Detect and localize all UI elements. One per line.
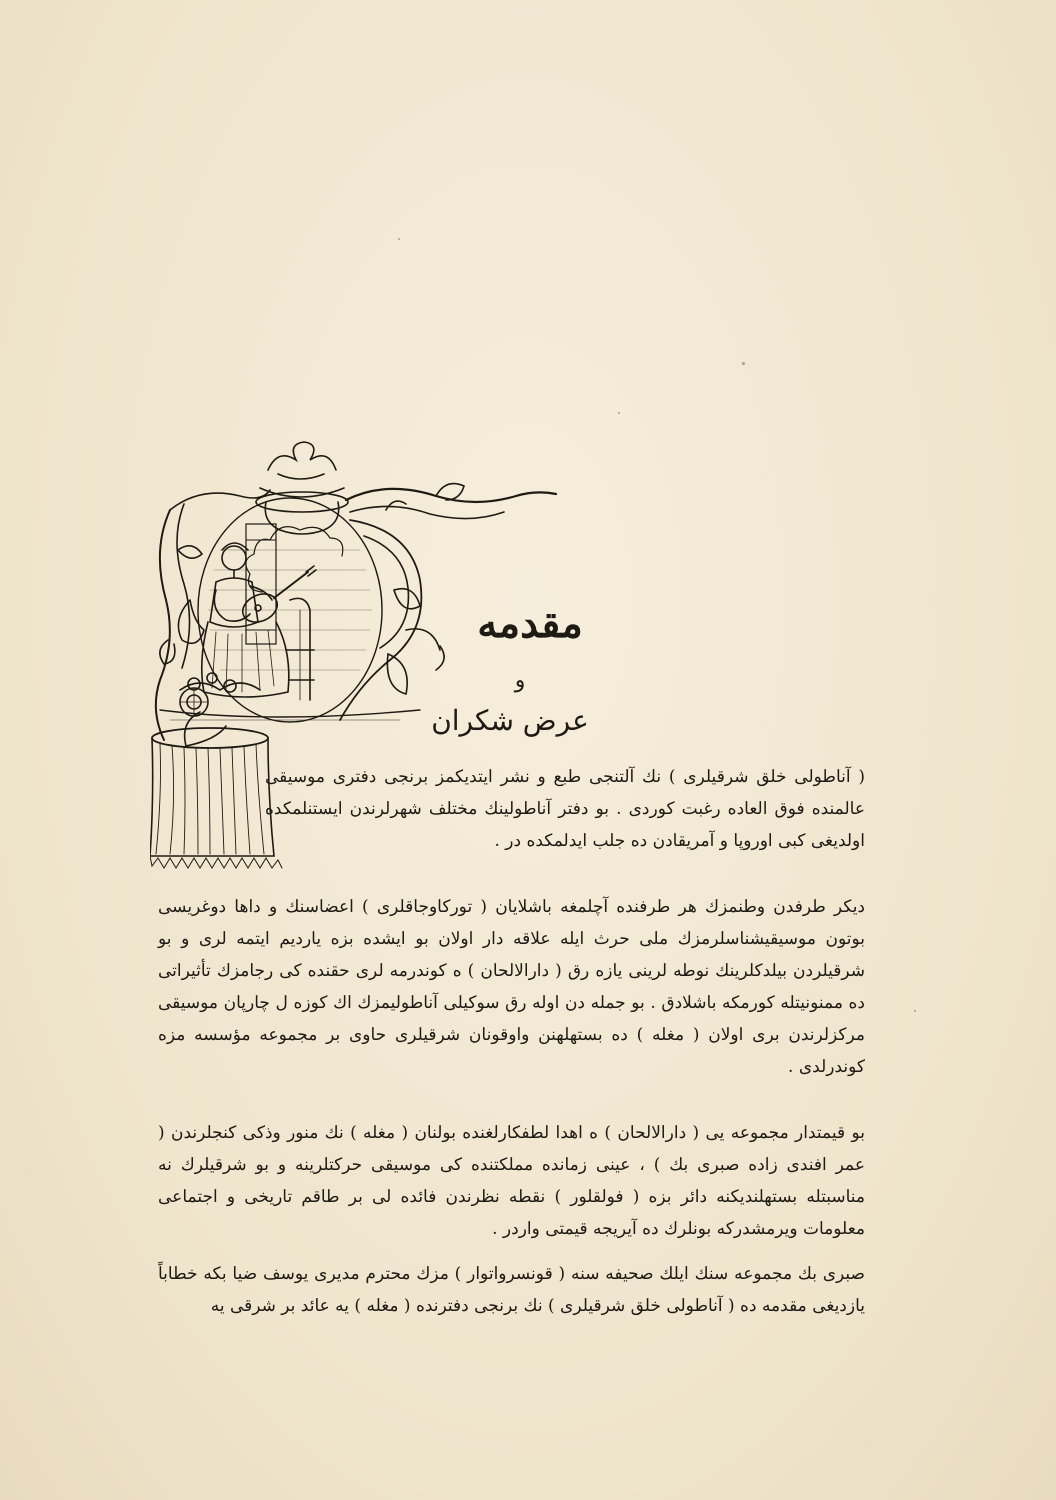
paragraph-1: ( آناطولی خلق شرقیلری ) نك آلتنجی طبع و نشر ایتدیكمز برنجی دفتری موسیقی عالمنده فوق العاده رغبت كوردی . بو دفتر آناطولینك مختلف شهرلرندن ایستنلمكده اولدیغی كبی اوروپا و آمریقادن ده جلب ایدلمكده در .: [265, 767, 865, 851]
paper-speck: [914, 1010, 916, 1012]
paragraph-2: دیكر طرفدن وطنمزك هر طرفنده آچلمغه باشلایان ( توركاوجاقلری ) اعضاسنك و داها دوغریسی بوتون موسیقیشناسلرمزك ملی حرث ایله علاقه دار اولان بو ایشده بزه یاردیم ایتمه لری و بو شرقیلردن بیلدكلرینك نوطه لرینی یازه رق ( دارالالحان ) ه كوندرمه لری حقنده كی رجامزك تأثیراتی ده ممنونیتله كورمكه باشلادق . بو جمله دن اوله رق سوكیلی آناطولیمزك اك كوزه ل چارپان موسیقی مركزلرندن بری اولان ( مغله ) ده بستهلهنن واوقونان شرقیلری حاوی بر مجموعه مؤسسه مزه كوندرلدی .: [158, 897, 865, 1077]
paper-speck: [618, 412, 620, 414]
page-title: مقدمه: [477, 600, 583, 647]
title-conjunction: و: [514, 668, 526, 693]
paragraph-4: صبری بك مجموعه سنك ایلك صحیفه سنه ( قونسرواتوار ) مزك محترم مدیری یوسف ضیا بكه خطاباً یازدیغی مقدمه ده ( آناطولی خلق شرقیلری ) نك برنجی دفترنده ( مغله ) یه عائد بر شرقی یه: [158, 1264, 865, 1316]
paper-speck: [398, 238, 400, 240]
page-subtitle: عرض شكران: [431, 704, 589, 737]
paper-speck: [742, 362, 745, 365]
paragraph-3: بو قیمتدار مجموعه یی ( دارالالحان ) ه اهدا لطفكارلغنده بولنان ( مغله ) نك منور وذكی كنجلرندن ( عمر افندی زاده صبری بك ) ، عینی زمانده مملكتنده كی موسیقی حركتلرینه و بو شرقیلرك نه مناسبتله بستهلندیكنه دائر بزه ( فولقلور ) نقطه نظرندن فائده لی بر طاقم تاریخی و اجتماعی معلومات ویرمشدركه بونلرك ده آیریجه قیمتی واردر .: [158, 1123, 865, 1239]
